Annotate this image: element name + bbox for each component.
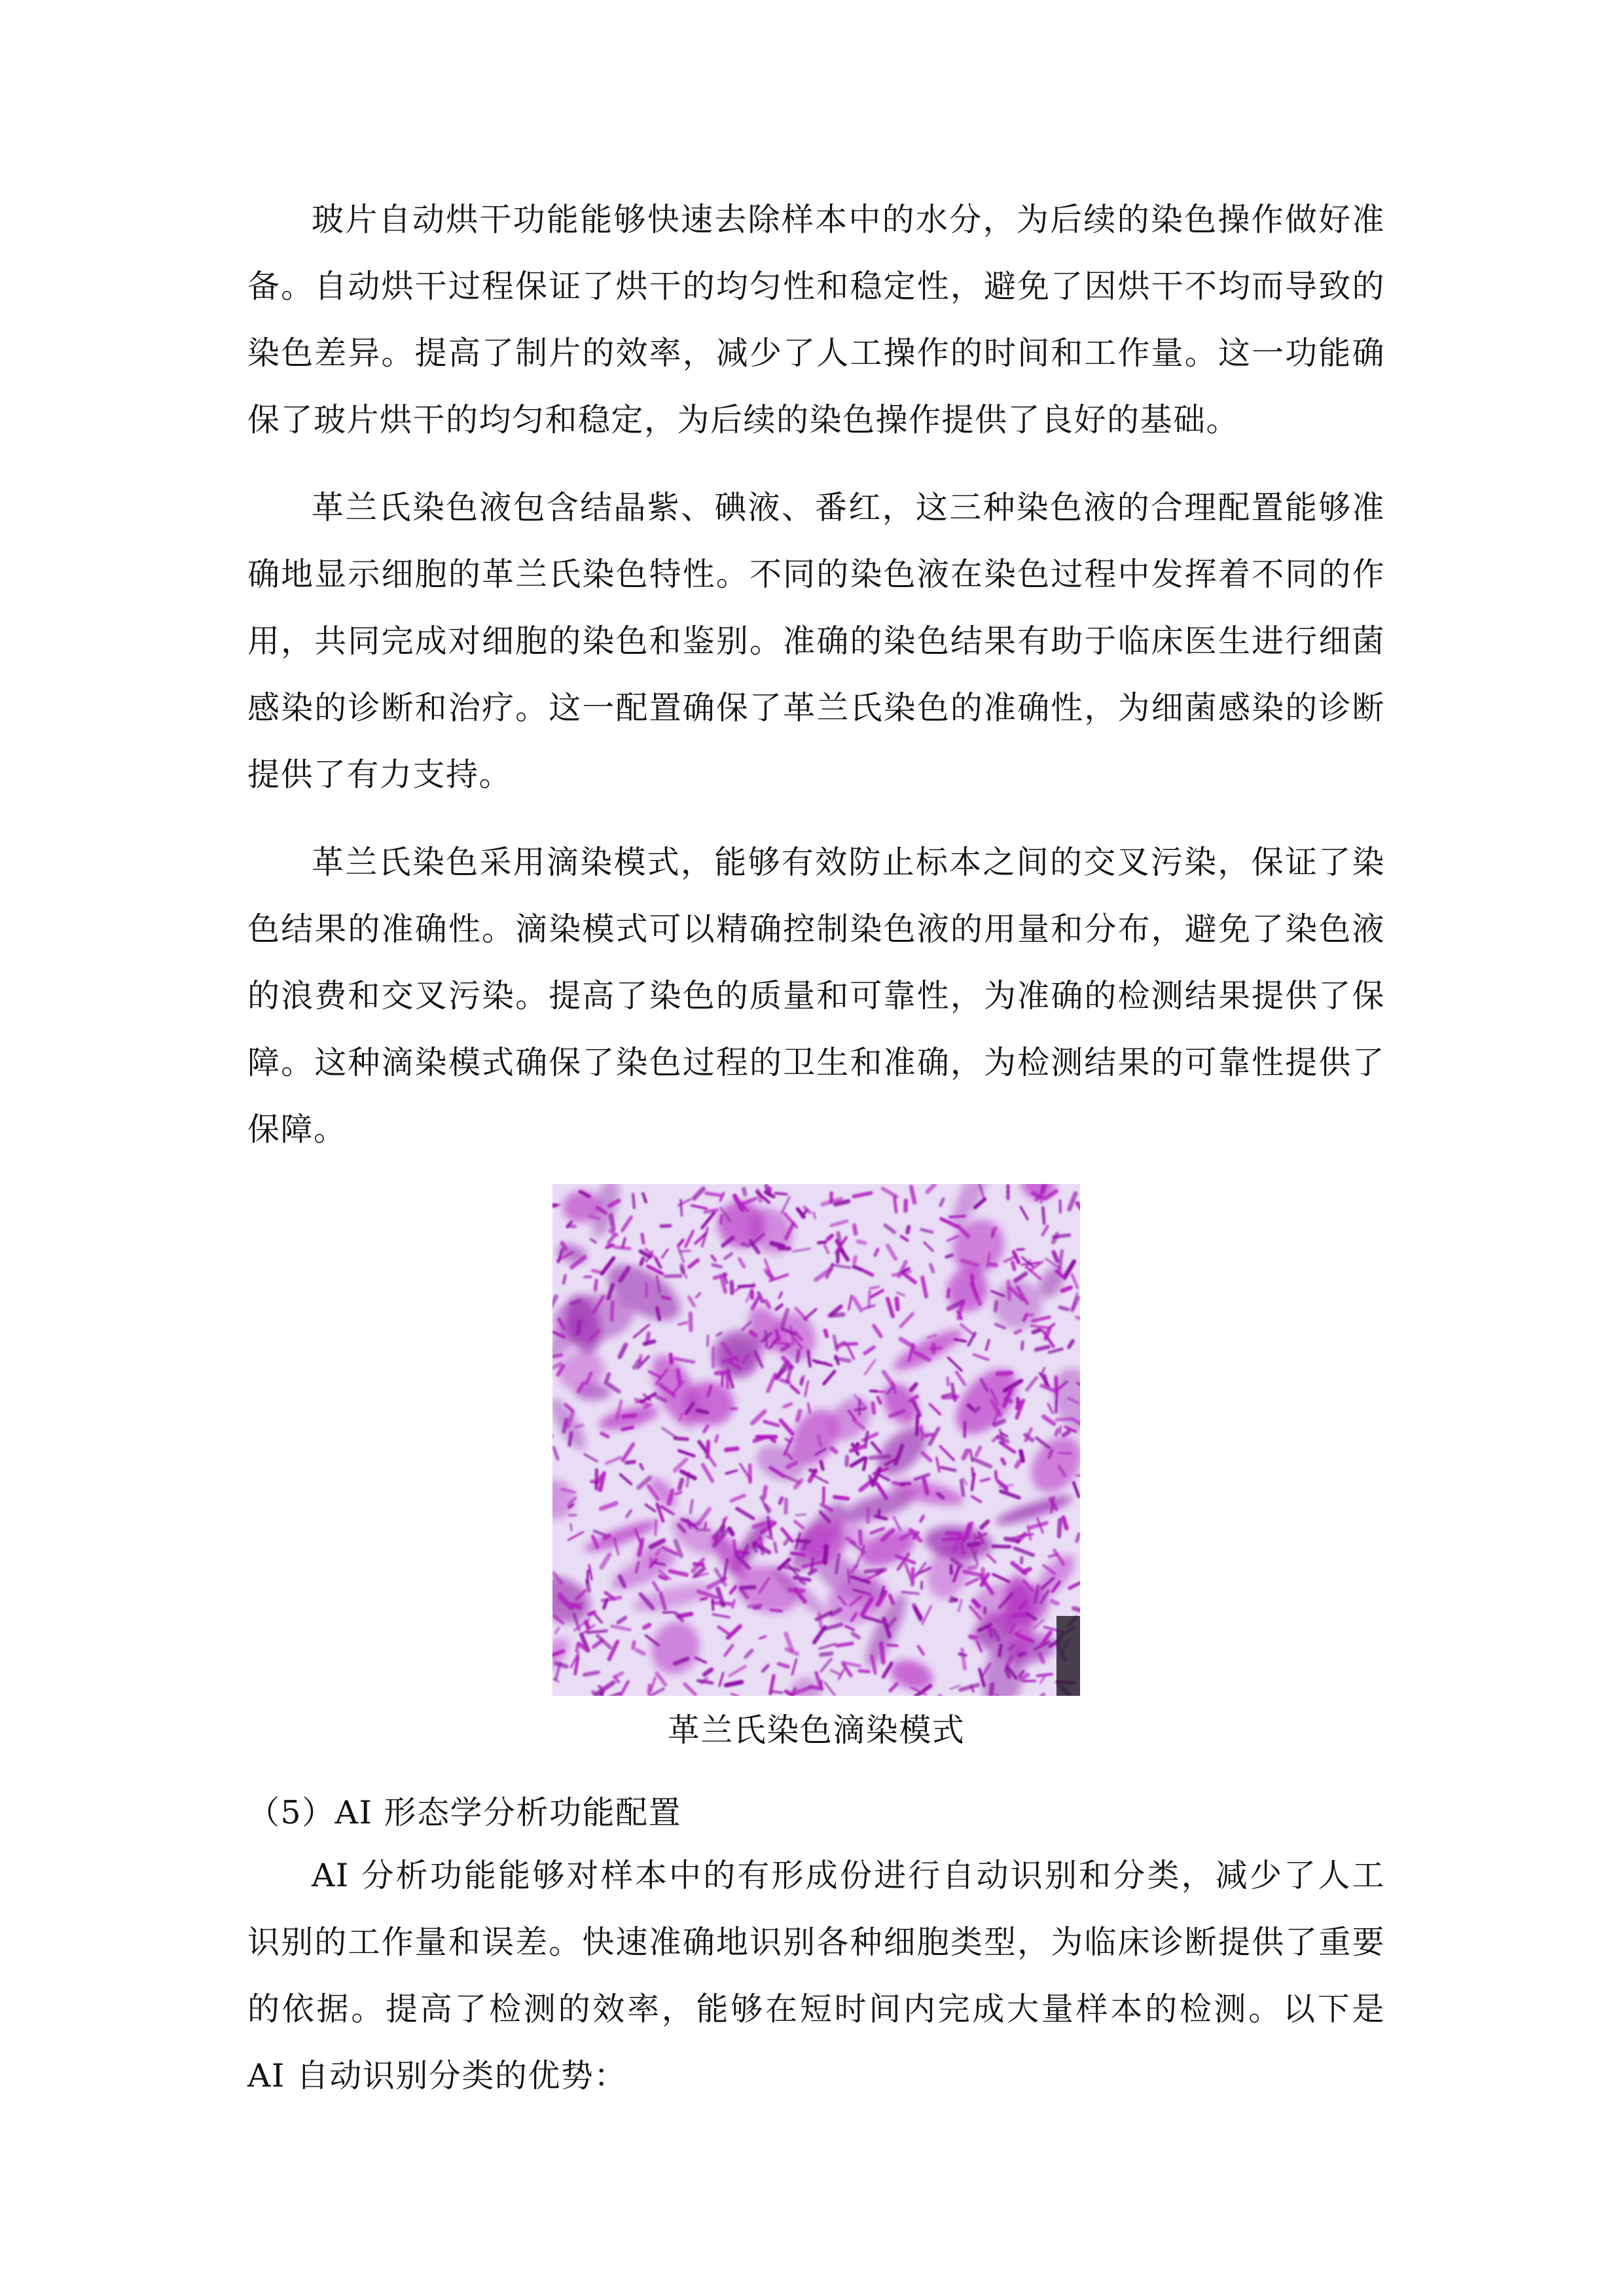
bacterium-rod bbox=[1049, 1450, 1052, 1457]
bacterium-rod bbox=[970, 1637, 975, 1638]
bacterium-rod bbox=[1015, 1331, 1020, 1333]
bacterium-rod bbox=[962, 1480, 964, 1495]
bacterium-rod bbox=[931, 1348, 941, 1349]
bacterium-rod bbox=[754, 1607, 759, 1608]
paragraph-ai-analysis: AI 分析功能能够对样本中的有形成份进行自动识别和分类，减少了人工识别的工作量和误差。快速准确地识别各种细胞类型，为临床诊断提供了重要的依据。提高了检测的效率，能够在短时间内完成大量样本的检测。以下是 AI 自动识别分类的优势： bbox=[247, 1857, 1385, 2094]
bacterium-rod bbox=[991, 1685, 992, 1695]
bacterium-rod bbox=[744, 1189, 745, 1194]
bacterium-rod bbox=[795, 1577, 810, 1580]
bacterium-rod bbox=[776, 1193, 787, 1194]
bacterium-rod bbox=[749, 1605, 761, 1606]
bacterium-rod bbox=[586, 1622, 588, 1628]
bacterium-rod bbox=[726, 1448, 737, 1450]
bacterium-rod bbox=[907, 1227, 909, 1232]
bacterium-rod bbox=[832, 1448, 837, 1452]
bacterium-rod bbox=[624, 1416, 635, 1417]
bacterium-rod bbox=[860, 1531, 861, 1544]
bacterium-rod bbox=[698, 1410, 708, 1412]
bacterium-rod bbox=[1013, 1263, 1015, 1270]
bacterium-rod bbox=[1017, 1249, 1024, 1250]
bacterium-rod bbox=[969, 1568, 976, 1569]
bacterium-rod bbox=[1017, 1462, 1020, 1467]
bacterium-rod bbox=[657, 1308, 660, 1319]
bacterium-rod bbox=[701, 1598, 707, 1600]
bacterium-rod bbox=[562, 1243, 566, 1249]
bacterium-rod bbox=[578, 1321, 579, 1334]
bacterium-rod bbox=[897, 1299, 898, 1309]
bacterium-rod bbox=[791, 1553, 804, 1555]
bacterium-rod bbox=[682, 1266, 683, 1272]
bacterium-rod bbox=[801, 1379, 803, 1384]
bacterium-rod bbox=[713, 1265, 721, 1267]
bacterium-rod bbox=[695, 1564, 703, 1565]
bacterium-rod bbox=[810, 1687, 822, 1689]
bacterium-rod bbox=[564, 1420, 566, 1432]
bacterium-rod bbox=[1059, 1453, 1071, 1454]
bacterium-rod bbox=[698, 1681, 712, 1683]
bacterium-rod bbox=[835, 1497, 848, 1499]
bacterium-rod bbox=[1062, 1287, 1071, 1291]
bacterium-rod bbox=[705, 1523, 706, 1530]
bacterium-rod bbox=[727, 1372, 728, 1388]
bacterium-rod bbox=[1036, 1347, 1049, 1350]
bacterium-rod bbox=[706, 1193, 722, 1196]
bacterium-rod bbox=[633, 1642, 634, 1649]
bacterium-rod bbox=[1002, 1460, 1005, 1464]
bacterium-rod bbox=[633, 1194, 634, 1208]
bacterium-rod bbox=[855, 1408, 866, 1410]
bacterium-rod bbox=[623, 1427, 633, 1429]
bacterium-rod bbox=[663, 1612, 674, 1613]
bacterium-rod bbox=[554, 1355, 562, 1356]
bacterium-rod bbox=[596, 1280, 597, 1290]
bacterium-rod bbox=[821, 1653, 832, 1655]
bacterium-rod bbox=[894, 1197, 896, 1212]
bacterium-rod bbox=[587, 1631, 606, 1633]
bacterium-rod bbox=[1019, 1653, 1024, 1655]
bacterium-rod bbox=[729, 1529, 732, 1534]
bacterium-rod bbox=[705, 1210, 717, 1212]
bacterium-rod bbox=[587, 1571, 588, 1583]
bacterium-rod bbox=[1059, 1520, 1060, 1537]
bacterium-rod bbox=[947, 1534, 961, 1535]
bacterium-rod bbox=[797, 1351, 799, 1361]
bacterium-rod bbox=[1006, 1539, 1018, 1541]
bacterium-rod bbox=[1060, 1308, 1068, 1310]
bacterium-rod bbox=[751, 1332, 755, 1335]
bacterium-rod bbox=[1060, 1426, 1061, 1433]
bacterium-rod bbox=[847, 1457, 848, 1465]
bacterium-rod bbox=[1077, 1534, 1079, 1541]
bacterium-rod bbox=[917, 1416, 918, 1434]
bacterium-rod bbox=[1043, 1208, 1044, 1223]
bacterium-rod bbox=[812, 1558, 813, 1571]
bacterium-rod bbox=[1060, 1251, 1062, 1270]
bacterium-rod bbox=[644, 1625, 649, 1628]
bacterium-rod bbox=[972, 1276, 973, 1285]
bacterium-rod bbox=[951, 1566, 952, 1573]
bacterium-rod bbox=[858, 1242, 865, 1243]
section-heading: （5）AI 形态学分析功能配置 bbox=[247, 1794, 681, 1831]
bacterium-rod bbox=[1000, 1645, 1001, 1655]
bacterium-rod bbox=[947, 1255, 952, 1257]
bacterium-rod bbox=[605, 1535, 609, 1538]
bacterium-rod bbox=[776, 1331, 778, 1340]
bacterium-rod bbox=[820, 1613, 821, 1627]
bacterium-rod bbox=[998, 1373, 1011, 1374]
bacterium-rod bbox=[955, 1340, 965, 1342]
bacterium-rod bbox=[871, 1456, 890, 1458]
bacterium-rod bbox=[902, 1592, 918, 1594]
bacterium-rod bbox=[679, 1480, 682, 1489]
paragraph-gram-stain-reagents: 革兰氏染色液包含结晶紫、碘液、番红，这三种染色液的合理配置能够准确地显示细胞的革兰氏染色特性。不同的染色液在染色过程中发挥着不同的作用，共同完成对细胞的染色和鉴别。准确的染色结果有助于临床医生进行细菌感染的诊断和治疗。这一配置确保了革兰氏染色的准确性，为细菌感染的诊断提供了有力支持。 bbox=[247, 489, 1385, 793]
bacterium-rod bbox=[837, 1643, 852, 1646]
bacterium-rod bbox=[764, 1487, 766, 1498]
bacterium-rod bbox=[741, 1587, 755, 1588]
bacterium-rod bbox=[859, 1671, 869, 1672]
bacterium-rod bbox=[964, 1450, 967, 1458]
bacterium-rod bbox=[836, 1358, 850, 1361]
bacterium-rod bbox=[642, 1234, 643, 1243]
bacterium-rod bbox=[1034, 1330, 1039, 1332]
bacterium-rod bbox=[661, 1226, 670, 1227]
bacterium-rod bbox=[972, 1468, 973, 1477]
bacterium-rod bbox=[1038, 1674, 1052, 1676]
paragraph-slide-drying: 玻片自动烘干功能能够快速去除样本中的水分，为后续的染色操作做好准备。自动烘干过程保证了烘干的均匀性和稳定性，避免了因烘干不均而导致的染色差异。提高了制片的效率，减少了人工操作的时间和工作量。这一功能确保了玻片烘干的均匀和稳定，为后续的染色操作提供了良好的基础。 bbox=[247, 201, 1385, 439]
bacterium-rod bbox=[992, 1229, 993, 1237]
bacterium-rod bbox=[611, 1215, 613, 1229]
bacterium-rod bbox=[641, 1259, 643, 1264]
figure-gram-stain bbox=[247, 1184, 1385, 1753]
bacterium-rod bbox=[780, 1498, 782, 1503]
bacterium-rod bbox=[797, 1411, 800, 1420]
bacterium-rod bbox=[612, 1302, 613, 1319]
bacterium-rod bbox=[687, 1473, 689, 1486]
bacterium-rod bbox=[825, 1331, 827, 1336]
bacterium-rod bbox=[569, 1433, 571, 1445]
bacterium-rod bbox=[866, 1570, 885, 1571]
bacterium-rod bbox=[848, 1570, 850, 1583]
bacterium-rod bbox=[607, 1245, 613, 1247]
bacterium-rod bbox=[1064, 1432, 1069, 1435]
bacterium-rod bbox=[676, 1492, 681, 1494]
bacterium-rod bbox=[678, 1370, 680, 1383]
bacterium-rod bbox=[1008, 1282, 1009, 1299]
bacterium-rod bbox=[873, 1403, 875, 1412]
bacterium-rod bbox=[716, 1372, 725, 1373]
bacterium-rod bbox=[660, 1577, 666, 1579]
bacterium-rod bbox=[645, 1342, 655, 1344]
bacterium-rod bbox=[1021, 1451, 1023, 1460]
bacterium-rod bbox=[772, 1244, 783, 1246]
bacterium-rod bbox=[786, 1499, 787, 1513]
bacterium-rod bbox=[585, 1672, 598, 1675]
bacterium-rod bbox=[821, 1462, 823, 1469]
bacterium-rod bbox=[1077, 1475, 1080, 1476]
bacterium-rod bbox=[671, 1355, 672, 1363]
bacterium-rod bbox=[969, 1544, 979, 1545]
bacterium-rod bbox=[655, 1520, 656, 1535]
bacterium-rod bbox=[1036, 1196, 1040, 1200]
bacterium-rod bbox=[585, 1277, 591, 1278]
bacterium-rod bbox=[854, 1225, 856, 1234]
bacterium-rod bbox=[989, 1628, 992, 1637]
bacterium-rod bbox=[774, 1543, 776, 1552]
bacterium-rod bbox=[950, 1216, 965, 1217]
bacterium-rod bbox=[679, 1251, 690, 1252]
bacterium-rod bbox=[839, 1233, 840, 1244]
bacterium-rod bbox=[810, 1470, 816, 1472]
bacterium-rod bbox=[912, 1569, 913, 1585]
bacterium-rod bbox=[715, 1436, 717, 1442]
bacterium-rod bbox=[943, 1539, 962, 1540]
bacterium-rod bbox=[808, 1352, 810, 1367]
bacterium-rod bbox=[662, 1297, 670, 1299]
bacterium-rod bbox=[828, 1236, 832, 1240]
bacterium-rod bbox=[854, 1257, 856, 1263]
bacterium-rod bbox=[931, 1265, 933, 1272]
bacterium-rod bbox=[564, 1276, 566, 1283]
bacterium-rod bbox=[772, 1691, 782, 1693]
bacterium-rod bbox=[996, 1302, 997, 1311]
bacterium-rod bbox=[878, 1468, 880, 1474]
bacterium-rod bbox=[881, 1643, 883, 1662]
bacterium-rod bbox=[830, 1314, 844, 1316]
bacterium-rod bbox=[596, 1470, 597, 1489]
paragraph-drip-staining: 革兰氏染色采用滴染模式，能够有效防止标本之间的交叉污染，保证了染色结果的准确性。滴染模式可以精确控制染色液的用量和分布，避免了染色液的浪费和交叉污染。提高了染色的质量和可靠性，为准确的检测结果提供了保障。这种滴染模式确保了染色过程的卫生和准确，为检测结果的可靠性提供了保障。 bbox=[247, 844, 1385, 1148]
bacterium-rod bbox=[589, 1612, 594, 1614]
bacterium-rod bbox=[734, 1541, 735, 1552]
bacterium-rod bbox=[814, 1213, 815, 1219]
bacterium-rod bbox=[1052, 1601, 1057, 1604]
bacterium-rod bbox=[1056, 1429, 1058, 1435]
bacterium-rod bbox=[1013, 1614, 1026, 1617]
bacterium-rod bbox=[726, 1682, 742, 1685]
gram-stain-micrograph bbox=[552, 1184, 1080, 1696]
bacterium-rod bbox=[1054, 1235, 1070, 1237]
bacterium-rod bbox=[771, 1610, 782, 1611]
bacterium-rod bbox=[818, 1242, 825, 1243]
page-content bbox=[247, 187, 1385, 2130]
bacterium-rod bbox=[626, 1462, 634, 1463]
bacterium-rod bbox=[552, 1205, 560, 1206]
bacterium-rod bbox=[962, 1543, 964, 1553]
bacterium-rod bbox=[1056, 1419, 1072, 1420]
figure-caption: 革兰氏染色滴染模式 bbox=[667, 1712, 965, 1749]
bacterium-rod bbox=[825, 1546, 826, 1562]
bacterium-rod bbox=[831, 1193, 832, 1202]
bacterium-rod bbox=[742, 1244, 748, 1246]
bacterium-rod bbox=[879, 1510, 880, 1518]
bacterium-rod bbox=[865, 1432, 867, 1447]
